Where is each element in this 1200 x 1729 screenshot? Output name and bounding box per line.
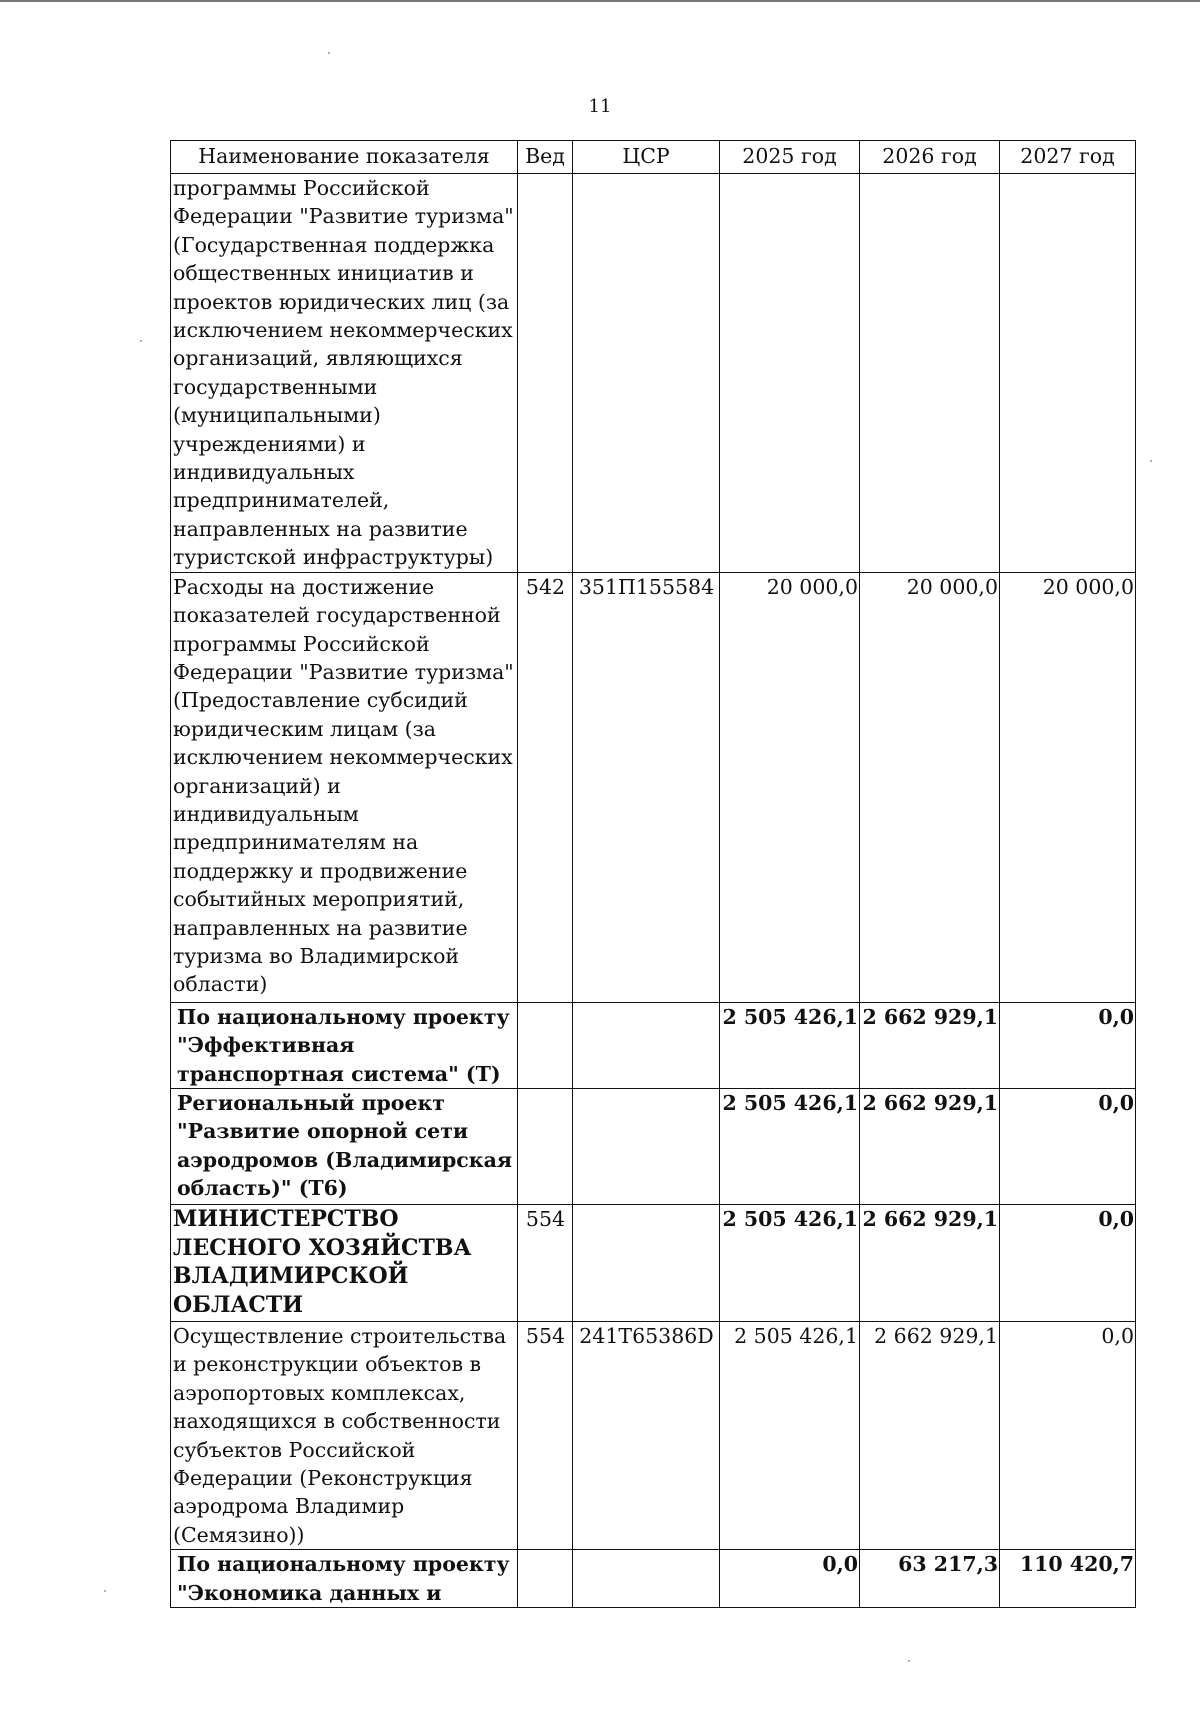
row-2025: 2 505 426,1 bbox=[720, 1321, 860, 1549]
row-2026: 2 662 929,1 bbox=[860, 1088, 1000, 1204]
row-2026: 20 000,0 bbox=[860, 572, 1000, 1002]
table-row bbox=[171, 1088, 1136, 1204]
header-ved: Вед bbox=[518, 141, 573, 174]
table-header-row bbox=[171, 141, 1136, 174]
row-ved: 542 bbox=[518, 572, 573, 1002]
row-ved bbox=[518, 1002, 573, 1088]
scan-speck bbox=[140, 340, 142, 342]
header-2025: 2025 год bbox=[720, 141, 860, 174]
row-csr bbox=[573, 174, 720, 573]
row-2027 bbox=[1000, 174, 1136, 573]
scan-speck bbox=[908, 1660, 910, 1662]
row-csr bbox=[573, 1088, 720, 1204]
row-2027: 0,0 bbox=[1000, 1088, 1136, 1204]
scan-speck bbox=[104, 1590, 106, 1592]
budget-table bbox=[170, 140, 1136, 1608]
row-name: программы Российской Федерации "Развитие туризма" (Государственная поддержка общественных инициатив и проектов юридических лиц (за исключением некоммерческих организаций, являющихся государственными (муниципальными) учреждениями) и индивидуальных предпринимателей, направленных на развитие туристской инфраструктуры) bbox=[171, 174, 518, 573]
row-2027: 110 420,7 bbox=[1000, 1550, 1136, 1608]
row-2025: 2 505 426,1 bbox=[720, 1204, 860, 1321]
row-ved: 554 bbox=[518, 1204, 573, 1321]
row-2026 bbox=[860, 174, 1000, 573]
row-ved bbox=[518, 174, 573, 573]
header-csr: ЦСР bbox=[573, 141, 720, 174]
scan-speck bbox=[328, 52, 330, 54]
table-row bbox=[171, 1002, 1136, 1088]
header-2027: 2027 год bbox=[1000, 141, 1136, 174]
row-2026: 63 217,3 bbox=[860, 1550, 1000, 1608]
row-ved: 554 bbox=[518, 1321, 573, 1549]
row-2025: 2 505 426,1 bbox=[720, 1088, 860, 1204]
row-name: Региональный проект "Развитие опорной сети аэродромов (Владимирская область)" (Т6) bbox=[171, 1088, 518, 1204]
row-name: По национальному проекту "Эффективная транспортная система" (Т) bbox=[171, 1002, 518, 1088]
row-2027: 0,0 bbox=[1000, 1321, 1136, 1549]
table-row bbox=[171, 174, 1136, 573]
row-2025: 2 505 426,1 bbox=[720, 1002, 860, 1088]
row-ved bbox=[518, 1088, 573, 1204]
row-2026: 2 662 929,1 bbox=[860, 1321, 1000, 1549]
page-number: 11 bbox=[588, 96, 612, 117]
row-name: Осуществление строительства и реконструкции объектов в аэропортовых комплексах, находящихся в собственности субъектов Российской Федерации (Реконструкция аэродрома Владимир (Семязино)) bbox=[171, 1321, 518, 1549]
header-name: Наименование показателя bbox=[171, 141, 518, 174]
row-2027: 0,0 bbox=[1000, 1204, 1136, 1321]
scan-top-border bbox=[0, 0, 1200, 2]
row-2027: 0,0 bbox=[1000, 1002, 1136, 1088]
row-2025: 20 000,0 bbox=[720, 572, 860, 1002]
row-ved bbox=[518, 1550, 573, 1608]
table-row bbox=[171, 1321, 1136, 1549]
row-2025: 0,0 bbox=[720, 1550, 860, 1608]
row-csr bbox=[573, 1002, 720, 1088]
row-csr bbox=[573, 1550, 720, 1608]
table-row bbox=[171, 572, 1136, 1002]
row-csr bbox=[573, 1204, 720, 1321]
row-2026: 2 662 929,1 bbox=[860, 1204, 1000, 1321]
row-2025 bbox=[720, 174, 860, 573]
row-csr: 351П155584 bbox=[573, 572, 720, 1002]
row-name: МИНИСТЕРСТВО ЛЕСНОГО ХОЗЯЙСТВА ВЛАДИМИРСКОЙ ОБЛАСТИ bbox=[171, 1204, 518, 1321]
row-csr: 241Т65386D bbox=[573, 1321, 720, 1549]
scan-speck bbox=[1150, 460, 1152, 462]
row-2027: 20 000,0 bbox=[1000, 572, 1136, 1002]
row-name: По национальному проекту "Экономика данных и bbox=[171, 1550, 518, 1608]
row-name: Расходы на достижение показателей государственной программы Российской Федерации "Развитие туризма" (Предоставление субсидий юридическим лицам (за исключением некоммерческих организаций) и индивидуальным предпринимателям на поддержку и продвижение событийных мероприятий, направленных на развитие туризма во Владимирской области) bbox=[171, 572, 518, 1002]
header-2026: 2026 год bbox=[860, 141, 1000, 174]
table-row bbox=[171, 1204, 1136, 1321]
row-2026: 2 662 929,1 bbox=[860, 1002, 1000, 1088]
table-row bbox=[171, 1550, 1136, 1608]
